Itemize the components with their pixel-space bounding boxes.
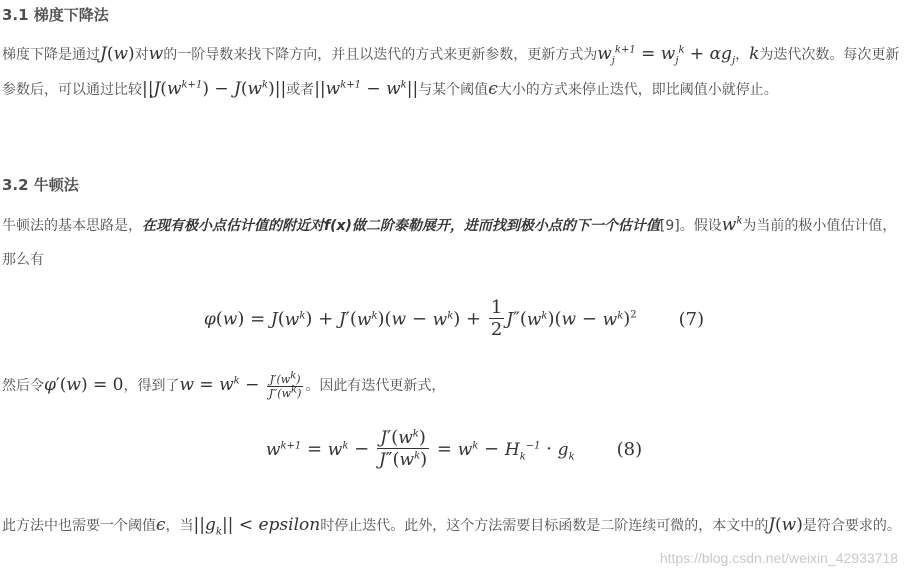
paragraph-newton-intro: 牛顿法的基本思路是，在现有极小点估计值的附近对f(x)做二阶泰勒展开，进而找到极小点的下一个估计值[9]。假设$w^k$为当前的极小值估计值，那么有 — [2, 215, 897, 268]
section-heading-newton-method: 3.2 牛顿法 — [2, 176, 79, 194]
equation-8: $w^{k+1} = w^k$ − $\frac{J'(w^k)}{J''(w^k)}$ = $w^k - H_k^{-1} \cdot g_k$ (8) — [265, 427, 643, 470]
equation-number: (8) — [616, 438, 643, 460]
citation-ref: [9] — [659, 218, 680, 234]
equation-number: (7) — [678, 308, 705, 330]
paragraph-newton-threshold: 此方法中也需要一个阈值ϵ，当$||g_k||$ < epsilon时停止迭代。此外，这个方法需要目标函数是二阶连续可微的，本文中的J(w)是符合要求的。 — [2, 515, 901, 538]
section-heading-gradient-descent: 3.1 梯度下降法 — [2, 6, 109, 24]
paragraph-derivative-zero: 然后令φ′(w) = 0，得到了$w = w^k$ − $\frac{J'(w^k)}{J''(w^k)}$ 。因此有迭代更新式， — [2, 369, 446, 400]
equation-7: $\varphi(w) = J(w^k) + J'(w^k)(w - w^k)$ + $\frac{1}{2}$ $J''(w^k)(w - w^k)^2$ (7) — [203, 297, 705, 340]
watermark-url: https://blog.csdn.net/weixin_42933718 — [659, 550, 898, 566]
paragraph-gradient-descent: 梯度下降是通过J(w)对w的一阶导数来找下降方向，并且以迭代的方式来更新参数，更新方式为$w_j^{k+1} = w_j^k + \alpha g_j$，k为迭代次数。每次更新参数后，可以通过比较$||J(w^{k+1}) - J(w^k)||$或者$||w^{k+1} - w^k||$与某个阈值ϵ大小的方式来停止迭代，即比阈值小就停止。 — [2, 44, 900, 99]
